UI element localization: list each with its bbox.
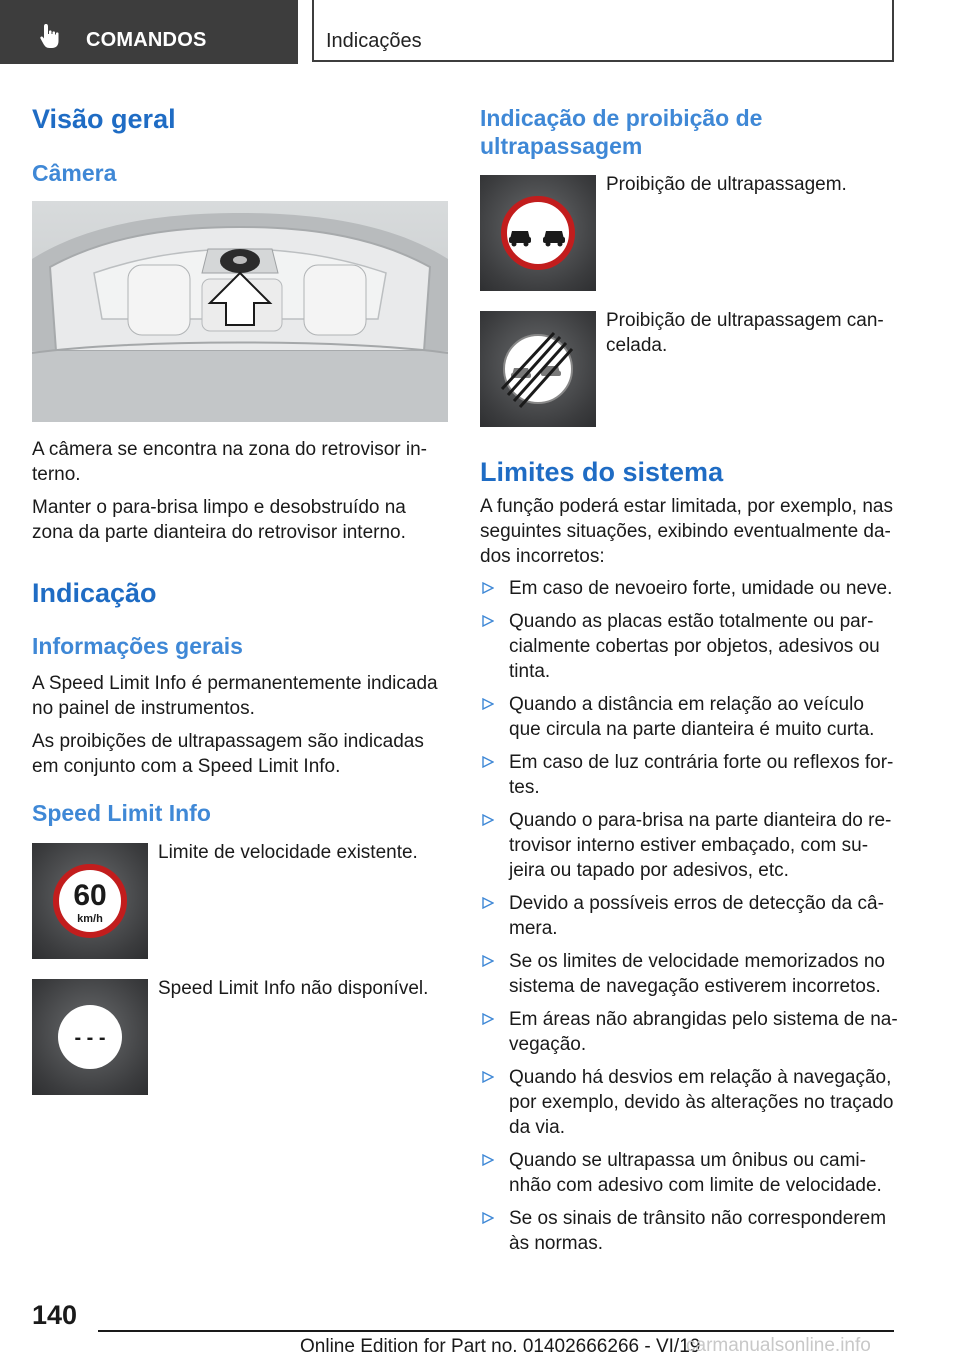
heading-overview: Visão geral [32, 104, 176, 134]
no-overtaking-text: Proibição de ultrapassagem. [606, 174, 847, 195]
list-item: Quando a distância em relação ao veículo que circula na parte dianteira é muito curta. [480, 692, 900, 742]
triangle-bullet-icon [482, 698, 494, 710]
triangle-bullet-icon [482, 1154, 494, 1166]
header-section-tab [0, 0, 298, 64]
header-subsection-title: Indicações [326, 30, 422, 52]
header-section-title: COMANDOS [86, 29, 207, 51]
list-item: Quando há desvios em relação à navegação, por exemplo, devido às alterações no traçado da via. [480, 1065, 900, 1140]
list-item: Se os sinais de trânsito não corresponderem às normas. [480, 1206, 900, 1256]
footer-divider [98, 1330, 894, 1332]
list-item: Devido a possíveis erros de detecção da câ-mera. [480, 891, 900, 941]
no-overtaking-cancelled-sign [480, 311, 596, 427]
speed-limit-unit: km/h [77, 913, 103, 925]
watermark: carmanualsonline.info [686, 1335, 871, 1356]
triangle-bullet-icon [482, 1212, 494, 1224]
triangle-bullet-icon [482, 615, 494, 627]
footer-edition: Online Edition for Part no. 01402666266 - VI/19 [300, 1336, 701, 1357]
list-item: Se os limites de velocidade memorizados no sistema de navegação estiverem incorretos. [480, 949, 900, 999]
list-item: Em caso de luz contrária forte ou reflexos for-tes. [480, 750, 900, 800]
triangle-bullet-icon [482, 756, 494, 768]
list-item: Em áreas não abrangidas pelo sistema de na-vegação. [480, 1007, 900, 1057]
triangle-bullet-icon [482, 814, 494, 826]
speed-limit-unavailable-text: Speed Limit Info não disponível. [158, 978, 429, 999]
unavailable-dashes: - - - [74, 1027, 106, 1049]
header-subsection-tab [312, 0, 894, 62]
heading-system-limits: Limites do sistema [480, 457, 724, 487]
general-paragraph-1: A Speed Limit Info é permanentemente indicada no painel de instrumentos. [32, 673, 438, 719]
list-item: Em caso de nevoeiro forte, umidade ou neve. [480, 576, 900, 601]
speed-limit-60-sign [32, 843, 148, 959]
triangle-bullet-icon [482, 1013, 494, 1025]
heading-no-overtaking: Indicação de proibição de ultrapassagem [480, 105, 763, 159]
triangle-bullet-icon [482, 582, 494, 594]
system-limits-intro: A função poderá estar limitada, por exemplo, nas seguintes situações, exibindo eventualmente da-dos incorretos: [480, 496, 893, 567]
camera-location-illustration [32, 201, 448, 422]
triangle-bullet-icon [482, 897, 494, 909]
general-paragraph-2: As proibições de ultrapassagem são indicadas em conjunto com a Speed Limit Info. [32, 731, 424, 777]
heading-display: Indicação [32, 578, 157, 608]
camera-paragraph-2: Manter o para-brisa limpo e desobstruído na zona da parte dianteira do retrovisor interno. [32, 497, 406, 543]
list-item: Quando as placas estão totalmente ou par-cialmente cobertas por objetos, adesivos ou tinta. [480, 609, 900, 684]
system-limits-list [480, 576, 900, 1264]
speed-limit-value: 60 [73, 879, 107, 912]
no-overtaking-cancelled-text: Proibição de ultrapassagem can-celada. [606, 310, 884, 356]
no-overtaking-sign [480, 175, 596, 291]
page-number: 140 [32, 1300, 78, 1330]
hand-pointer-icon [38, 22, 64, 50]
list-item: Quando o para-brisa na parte dianteira do re-trovisor interno estiver embaçado, com su-jeira ou tapado por adesivos, etc. [480, 808, 900, 883]
speed-limit-unavailable-sign [32, 979, 148, 1095]
camera-paragraph-1: A câmera se encontra na zona do retrovisor in-terno. [32, 439, 427, 485]
heading-camera: Câmera [32, 160, 117, 186]
triangle-bullet-icon [482, 955, 494, 967]
heading-speed-limit-info: Speed Limit Info [32, 800, 211, 826]
car-interior-illustration [32, 201, 448, 422]
speed-limit-existing-text: Limite de velocidade existente. [158, 842, 418, 863]
heading-general-info: Informações gerais [32, 633, 243, 659]
triangle-bullet-icon [482, 1071, 494, 1083]
list-item: Quando se ultrapassa um ônibus ou cami-nhão com adesivo com limite de velocidade. [480, 1148, 900, 1198]
